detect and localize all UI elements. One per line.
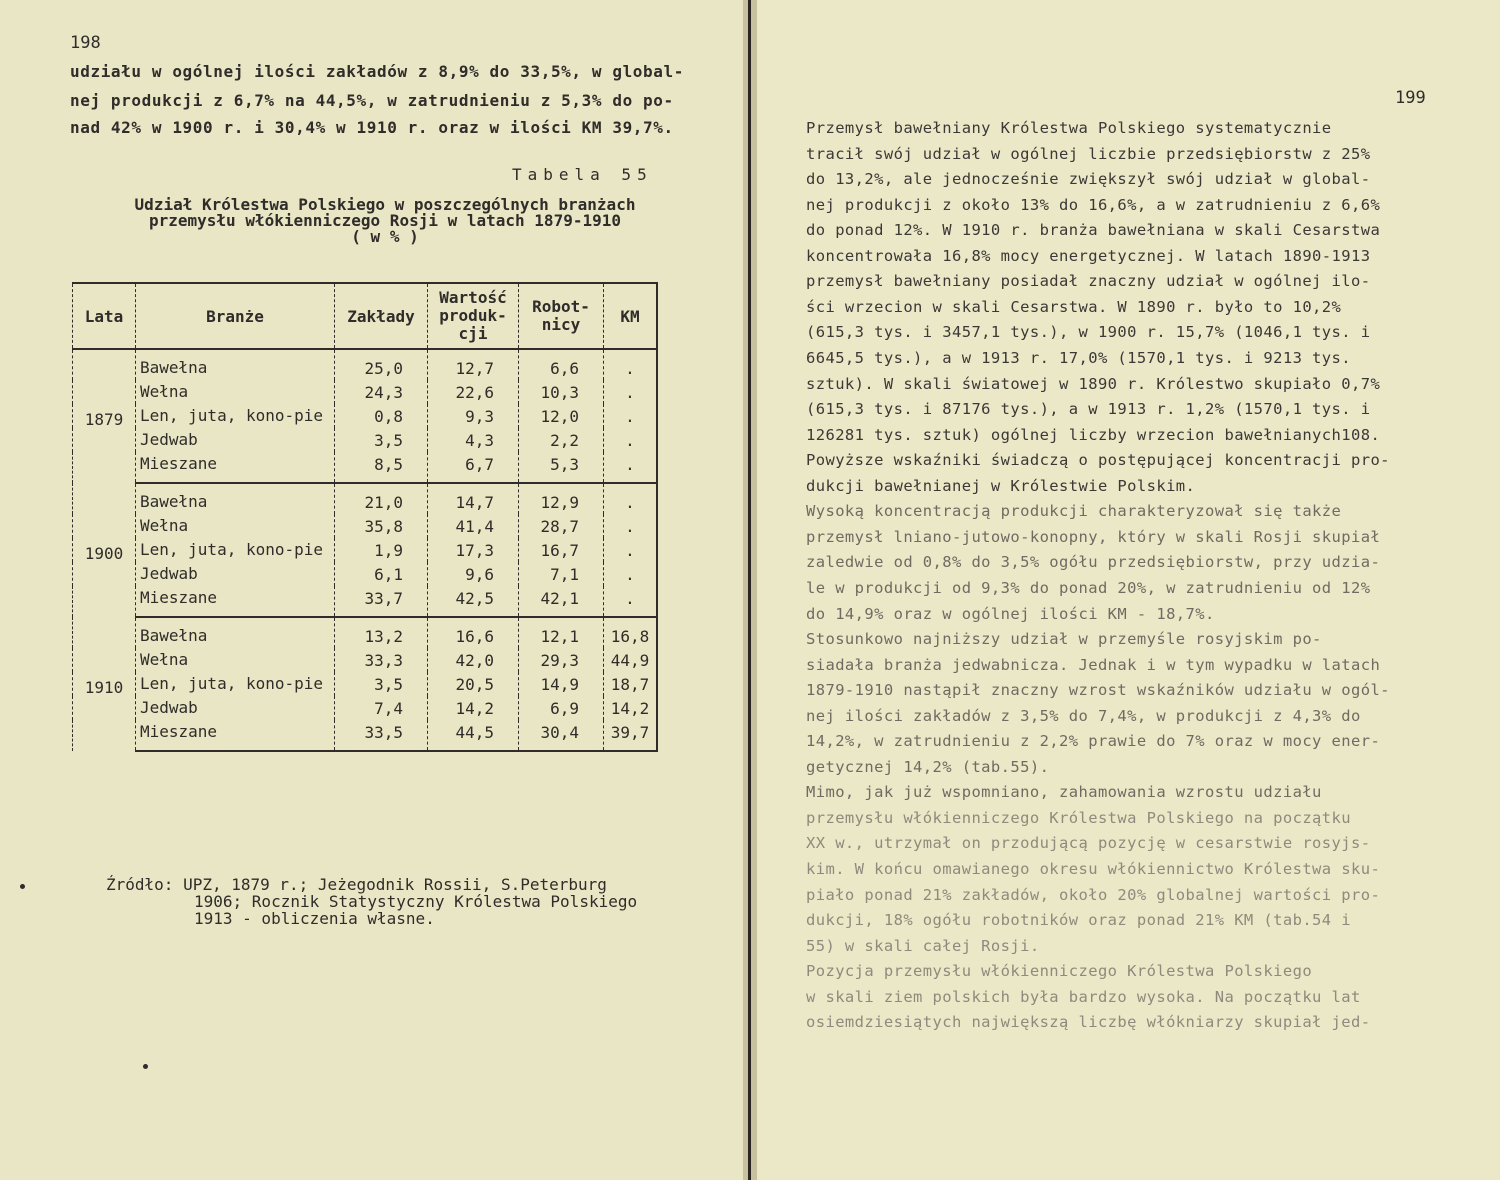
body-line: 1879-1910 nastąpił znaczny wzrost wskaźników udziału w ogól-: [806, 681, 1390, 700]
branch-cell: Len, juta, kono-pie: [136, 538, 335, 562]
robotnicy-cell: 7,1: [519, 562, 604, 586]
branch-cell: Bawełna: [136, 349, 335, 380]
robotnicy-cell: 30,4: [519, 720, 604, 751]
wartosc-cell: 22,6: [428, 380, 519, 404]
body-line: XX w., utrzymał on przodującą pozycję w cesarstwie rosyjs-: [806, 834, 1371, 853]
zaklady-cell: 1,9: [335, 538, 428, 562]
table-row: [73, 483, 658, 514]
body-line: 6645,5 tys.), a w 1913 r. 17,0% (1570,1 tys. i 9213 tys.: [806, 349, 1351, 367]
branch-cell: Len, juta, kono-pie: [136, 672, 335, 696]
zaklady-cell: 0,8: [335, 404, 428, 428]
zaklady-cell: 13,2: [335, 617, 428, 648]
km-cell: 39,7: [604, 720, 658, 751]
body-line: getycznej 14,2% (tab.55).: [806, 757, 1050, 776]
robotnicy-cell: 10,3: [519, 380, 604, 404]
zaklady-cell: 6,1: [335, 562, 428, 586]
body-line: dukcji bawełnianej w Królestwie Polskim.: [806, 476, 1196, 495]
zaklady-cell: 7,4: [335, 696, 428, 720]
table-row: [73, 404, 658, 428]
body-line: przemysł bawełniany posiadał znaczny udział w ogólnej ilo-: [806, 272, 1371, 291]
robotnicy-cell: 6,6: [519, 349, 604, 380]
zaklady-cell: 35,8: [335, 514, 428, 538]
header-zaklady: Zakłady: [335, 283, 428, 349]
wartosc-cell: 4,3: [428, 428, 519, 452]
body-line: zaledwie od 0,8% do 3,5% ogółu przedsiębiorstw, przy udzia-: [806, 553, 1381, 572]
zaklady-cell: 33,5: [335, 720, 428, 751]
body-line: sztuk). W skali światowej w 1890 r. Królestwo skupiało 0,7%: [806, 374, 1381, 393]
km-cell: 44,9: [604, 648, 658, 672]
branch-cell: Mieszane: [136, 452, 335, 483]
robotnicy-cell: 6,9: [519, 696, 604, 720]
body-line: Stosunkowo najniższy udział w przemyśle rosyjskim po-: [806, 630, 1322, 648]
body-line: Mimo, jak już wspomniano, zahamowania wzrostu udziału: [806, 783, 1322, 802]
km-cell: .: [604, 428, 658, 452]
wartosc-cell: 9,3: [428, 404, 519, 428]
table-title-line-1: Udział Królestwa Polskiego w poszczególnych branżach: [134, 195, 636, 214]
branch-cell: Bawełna: [136, 483, 335, 514]
table-header-row: [73, 283, 658, 349]
year-cell: 1900: [73, 483, 136, 617]
robotnicy-cell: 12,9: [519, 483, 604, 514]
branch-cell: Mieszane: [136, 720, 335, 751]
table-label: Tabela 55: [512, 165, 653, 184]
table-row: [73, 349, 658, 380]
wartosc-cell: 14,2: [428, 696, 519, 720]
page-number-left: 198: [70, 33, 101, 53]
robotnicy-cell: 14,9: [519, 672, 604, 696]
table-row: [73, 672, 658, 696]
header-branze: Branże: [136, 283, 335, 349]
body-line: do 13,2%, ale jednocześnie zwiększył swój udział w global-: [806, 170, 1371, 189]
gutter-shadow-line: [748, 0, 751, 1180]
ink-speck: [20, 884, 25, 889]
body-line: do ponad 12%. W 1910 r. branża bawełniana w skali Cesarstwa: [806, 221, 1381, 240]
body-line: przemysł lniano-jutowo-konopny, który w skali Rosji skupiał: [806, 527, 1381, 546]
body-line: nej produkcji z około 13% do 16,6%, a w zatrudnieniu z 6,6%: [806, 195, 1381, 214]
body-line: do 14,9% oraz w ogólnej ilości KM - 18,7%.: [806, 604, 1215, 623]
robotnicy-cell: 5,3: [519, 452, 604, 483]
body-line: Pozycja przemysłu włókienniczego Królestwa Polskiego: [806, 962, 1313, 981]
table-row: [73, 514, 658, 538]
body-line: przemysłu włókienniczego Królestwa Polskiego na początku: [806, 808, 1351, 827]
zaklady-cell: 33,7: [335, 586, 428, 617]
body-line: 55) w skali całej Rosji.: [806, 936, 1040, 955]
km-cell: 18,7: [604, 672, 658, 696]
wartosc-cell: 17,3: [428, 538, 519, 562]
body-line: Przemysł bawełniany Królestwa Polskiego systematycznie: [806, 119, 1332, 137]
table-row: [73, 562, 658, 586]
body-line: nej ilości zakładów z 3,5% do 7,4%, w produkcji z 4,3% do: [806, 706, 1361, 725]
zaklady-cell: 33,3: [335, 648, 428, 672]
body-line: osiemdziesiątych największą liczbę włókniarzy skupiał jed-: [806, 1013, 1371, 1032]
body-line: koncentrowała 16,8% mocy energetycznej. W latach 1890-1913: [806, 246, 1371, 265]
table-title-line-2: przemysłu włókienniczego Rosji w latach 1879-1910: [148, 211, 621, 230]
km-cell: 14,2: [604, 696, 658, 720]
body-line: piało ponad 21% zakładów, około 20% globalnej wartości pro-: [806, 885, 1381, 904]
km-cell: .: [604, 452, 658, 483]
body-line: kim. W końcu omawianego okresu włókiennictwo Królestwa sku-: [806, 860, 1381, 878]
table-row: [73, 452, 658, 483]
intro-line-3: nad 42% w 1900 r. i 30,4% w 1910 r. oraz w ilości KM 39,7%.: [70, 118, 674, 137]
branch-cell: Wełna: [136, 648, 335, 672]
table-source: [106, 876, 637, 927]
robotnicy-cell: 2,2: [519, 428, 604, 452]
wartosc-cell: 14,7: [428, 483, 519, 514]
km-cell: .: [604, 562, 658, 586]
body-line: Powyższe wskaźniki świadczą o postępującej koncentracji pro-: [806, 451, 1390, 470]
source-line-1: Źródło: UPZ, 1879 r.; Jeżegodnik Rossii, S.Peterburg: [106, 875, 607, 894]
branch-cell: Jedwab: [136, 696, 335, 720]
body-line: Wysoką koncentracją produkcji charakteryzował się także: [806, 502, 1342, 521]
table-row: [73, 586, 658, 617]
wartosc-cell: 42,5: [428, 586, 519, 617]
body-line: w skali ziem polskich była bardzo wysoka. Na początku lat: [806, 987, 1361, 1006]
branch-cell: Bawełna: [136, 617, 335, 648]
table-row: [73, 696, 658, 720]
robotnicy-cell: 12,0: [519, 404, 604, 428]
page-number-right: 199: [1395, 88, 1426, 108]
branch-cell: Jedwab: [136, 562, 335, 586]
ink-speck: [143, 1064, 148, 1069]
zaklady-cell: 25,0: [335, 349, 428, 380]
body-line: 126281 tys. sztuk) ogólnej liczby wrzecion bawełnianych108.: [806, 425, 1381, 444]
km-cell: .: [604, 538, 658, 562]
branch-cell: Jedwab: [136, 428, 335, 452]
zaklady-cell: 3,5: [335, 428, 428, 452]
body-line: siadała branża jedwabnicza. Jednak i w tym wypadku w latach: [806, 655, 1381, 674]
zaklady-cell: 8,5: [335, 452, 428, 483]
year-cell: 1879: [73, 349, 136, 483]
body-line: (615,3 tys. i 87176 tys.), a w 1913 r. 1,2% (1570,1 tys. i: [806, 400, 1371, 419]
branch-cell: Mieszane: [136, 586, 335, 617]
header-km: KM: [604, 283, 658, 349]
wartosc-cell: 44,5: [428, 720, 519, 751]
body-line: (615,3 tys. i 3457,1 tys.), w 1900 r. 15,7% (1046,1 tys. i: [806, 323, 1371, 342]
robotnicy-cell: 12,1: [519, 617, 604, 648]
body-line: le w produkcji od 9,3% do ponad 20%, w zatrudnieniu od 12%: [806, 578, 1371, 597]
km-cell: .: [604, 404, 658, 428]
table-row: [73, 380, 658, 404]
zaklady-cell: 24,3: [335, 380, 428, 404]
zaklady-cell: 21,0: [335, 483, 428, 514]
table-row: [73, 648, 658, 672]
table-row: [73, 428, 658, 452]
km-cell: .: [604, 586, 658, 617]
table-row: [73, 538, 658, 562]
branch-cell: Wełna: [136, 380, 335, 404]
intro-line-2: nej produkcji z 6,7% na 44,5%, w zatrudnieniu z 5,3% do po-: [70, 91, 674, 110]
branch-cell: Len, juta, kono-pie: [136, 404, 335, 428]
robotnicy-cell: 28,7: [519, 514, 604, 538]
wartosc-cell: 12,7: [428, 349, 519, 380]
robotnicy-cell: 29,3: [519, 648, 604, 672]
year-cell: 1910: [73, 617, 136, 751]
zaklady-cell: 3,5: [335, 672, 428, 696]
body-line: ści wrzecion w skali Cesarstwa. W 1890 r. było to 10,2%: [806, 297, 1342, 316]
body-line: tracił swój udział w ogólnej liczbie przedsiębiorstw z 25%: [806, 144, 1371, 163]
km-cell: .: [604, 380, 658, 404]
table-row: [73, 617, 658, 648]
robotnicy-cell: 42,1: [519, 586, 604, 617]
wartosc-cell: 41,4: [428, 514, 519, 538]
wartosc-cell: 9,6: [428, 562, 519, 586]
data-table: [72, 282, 658, 752]
branch-cell: Wełna: [136, 514, 335, 538]
header-wartosc: Wartość produk-cji: [428, 283, 519, 349]
km-cell: .: [604, 483, 658, 514]
table-title: [90, 197, 680, 245]
km-cell: 16,8: [604, 617, 658, 648]
table-title-line-3: ( w % ): [351, 227, 419, 246]
wartosc-cell: 6,7: [428, 452, 519, 483]
body-line: dukcji, 18% ogółu robotników oraz ponad 21% KM (tab.54 i: [806, 911, 1351, 930]
table-row: [73, 720, 658, 751]
body-line: 14,2%, w zatrudnieniu z 2,2% prawie do 7% oraz w mocy ener-: [806, 732, 1381, 751]
header-lata: Lata: [73, 283, 136, 349]
source-line-3: 1913 - obliczenia własne.: [194, 909, 435, 928]
km-cell: .: [604, 514, 658, 538]
robotnicy-cell: 16,7: [519, 538, 604, 562]
wartosc-cell: 16,6: [428, 617, 519, 648]
source-line-2: 1906; Rocznik Statystyczny Królestwa Polskiego: [194, 892, 638, 911]
wartosc-cell: 42,0: [428, 648, 519, 672]
header-robotnicy: Robot-nicy: [519, 283, 604, 349]
wartosc-cell: 20,5: [428, 672, 519, 696]
intro-line-1: udziału w ogólnej ilości zakładów z 8,9% do 33,5%, w global-: [70, 62, 684, 81]
km-cell: .: [604, 349, 658, 380]
